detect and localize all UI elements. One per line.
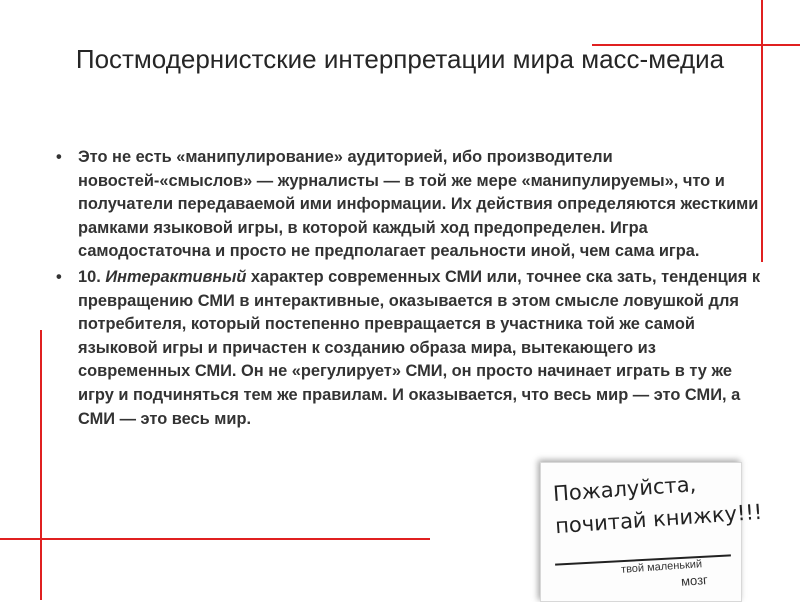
bullet-list	[56, 146, 762, 431]
bullet-prefix: 10.	[78, 267, 106, 286]
note-signature-2: мозг	[680, 572, 709, 589]
decor-line-bottom-horizontal	[0, 538, 430, 540]
note-signature-1: твой маленький	[620, 558, 703, 576]
bullet-text: характер современных СМИ или, точнее ска зать, тенденция к превращению СМИ в интерактивные, оказывается в этом смысле ловушкой для потребителя, который постепенно превращается в участника той же самой языковой игры и причастен к созданию образа мира, вытекающего из современных СМИ. Он не «регулирует» СМИ, он просто начинает играть в ту же игру и подчиняться тем же правилам. И оказывается, что весь мир — это СМИ, а СМИ — это весь мир.	[78, 267, 761, 428]
bullet-item-2	[56, 266, 762, 431]
bullet-emphasis: Интерактивный	[105, 267, 247, 286]
slide-title: Постмодернистские интерпретации мира масс-медиа	[75, 44, 725, 74]
decor-line-bottom-vertical	[40, 330, 42, 600]
bullet-item-1	[56, 146, 762, 264]
note-line-1: Пожалуйста,	[552, 472, 697, 506]
sticky-note-image	[540, 462, 763, 602]
note-line-2: почитай книжку!!!	[554, 499, 763, 539]
bullet-text: Это не есть «манипулирование» аудиторией, ибо производители новостей-«смыслов» — журналисты — в той же мере «манипулируемы», что и получатели передаваемой ими информации. Их действия определяются жесткими рамками языковой игры, в которой каждый ход предопределен. Игра самодостаточна и просто не предполагает реальности иной, чем сама игра.	[78, 148, 759, 261]
